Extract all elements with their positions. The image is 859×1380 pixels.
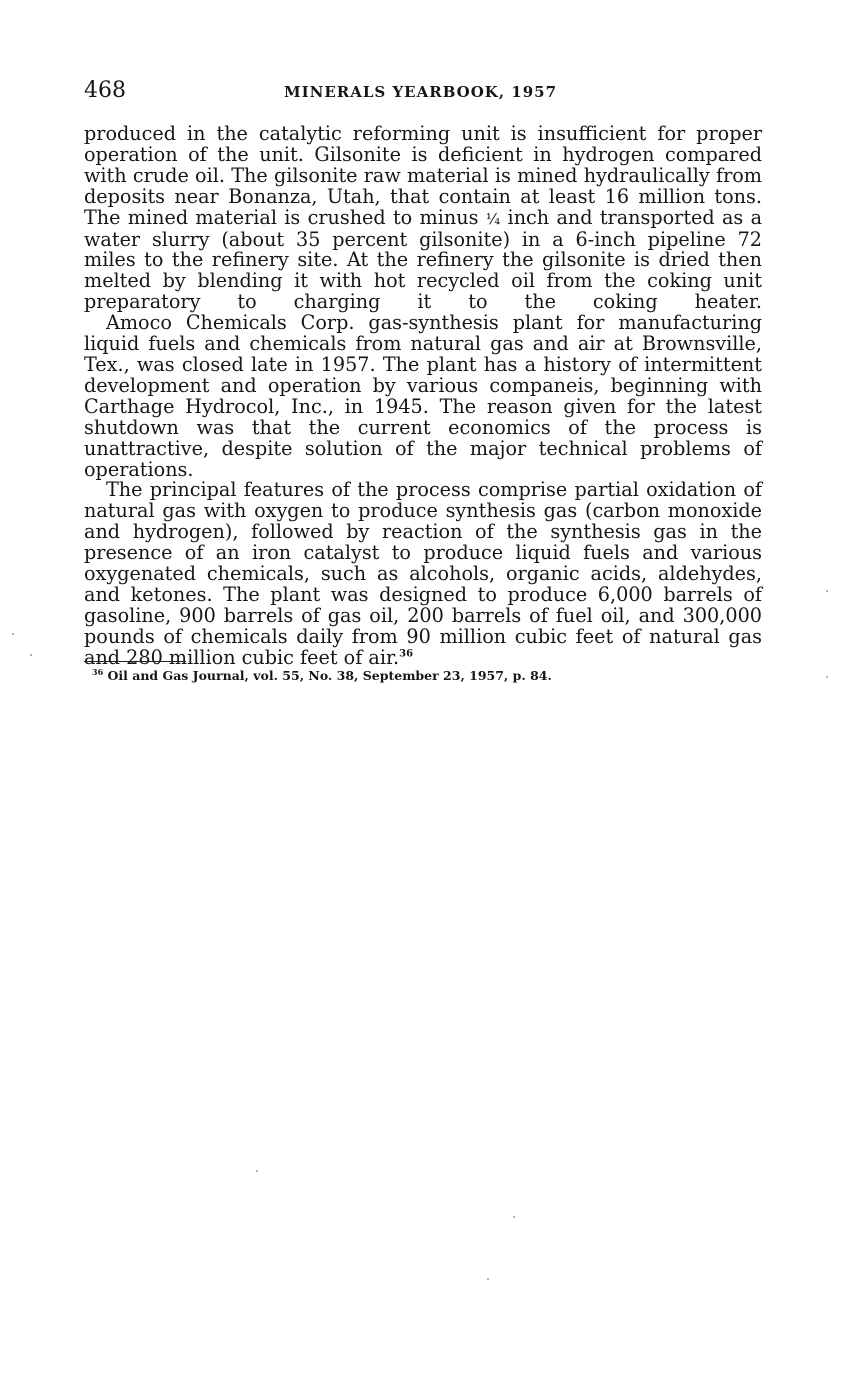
paragraph-amoco bbox=[84, 313, 762, 480]
paragraph-text: inch and transported as a water slurry (about 35 percent gilsonite) in a 6-inch pipeline 72 miles to the refinery site. At the refinery the gilsonite is dried then melted by blending it with hot recycled oil from the coking unit preparatory to charging it to the coking heater. bbox=[84, 205, 763, 314]
footnote-rule bbox=[84, 661, 186, 662]
paper-speck bbox=[256, 1170, 258, 1172]
paper-speck bbox=[487, 1278, 489, 1280]
paper-speck bbox=[30, 654, 32, 656]
page-number: 468 bbox=[84, 78, 126, 103]
paper-speck bbox=[826, 590, 828, 592]
footnote-number: 36 bbox=[92, 666, 104, 677]
paragraph-text: produced in the catalytic reforming unit is insufficient for proper operation of the unit. Gilsonite is deficient in hydrogen compared with crude oil. The gilsonite raw material is mined hydraulically from deposits near Bonanza, Utah, that contain at least 16 million tons. The mined material is crushed to minus bbox=[84, 122, 762, 229]
paper-speck bbox=[826, 676, 828, 678]
body-text bbox=[84, 124, 762, 669]
paper-speck bbox=[12, 633, 14, 635]
footnote bbox=[92, 667, 692, 685]
paragraph-gilsonite bbox=[84, 124, 762, 313]
footnote-reference: 36 bbox=[399, 648, 414, 660]
paragraph-text: Amoco Chemicals Corp. gas-synthesis plant for manufacturing liquid fuels and chemicals from natural gas and air at Brownsville, Tex., was closed late in 1957. The plant has a history of intermittent development and operation by various companeis, beginning with Carthage Hydrocol, Inc., in 1945. The reason given for the latest shutdown was that the current economics of the process is unattractive, despite solution of the major technical problems of operations. bbox=[84, 311, 762, 481]
footnote-text: Oil and Gas Journal, vol. 55, No. 38, September 23, 1957, p. 84. bbox=[107, 668, 552, 683]
running-head: MINERALS YEARBOOK, 1957 bbox=[284, 83, 558, 101]
paragraph-text: The principal features of the process comprise partial oxidation of natural gas with oxygen to produce synthesis gas (carbon monoxide and hydrogen), followed by reaction of the synthesis gas in the presence of an iron catalyst to produce liquid fuels and various oxygenated chemicals, such as alcohols, organic acids, aldehydes, and ketones. The plant was designed to produce 6,000 barrels of gasoline, 900 barrels of gas oil, 200 barrels of fuel oil, and 300,000 pounds of chemicals daily from 90 million cubic feet of natural gas and 280 million cubic feet of air. bbox=[84, 478, 762, 669]
paragraph-process bbox=[84, 480, 762, 668]
page-header bbox=[84, 76, 762, 106]
fraction-quarter: ¼ bbox=[485, 209, 501, 228]
paper-speck bbox=[513, 1216, 515, 1218]
